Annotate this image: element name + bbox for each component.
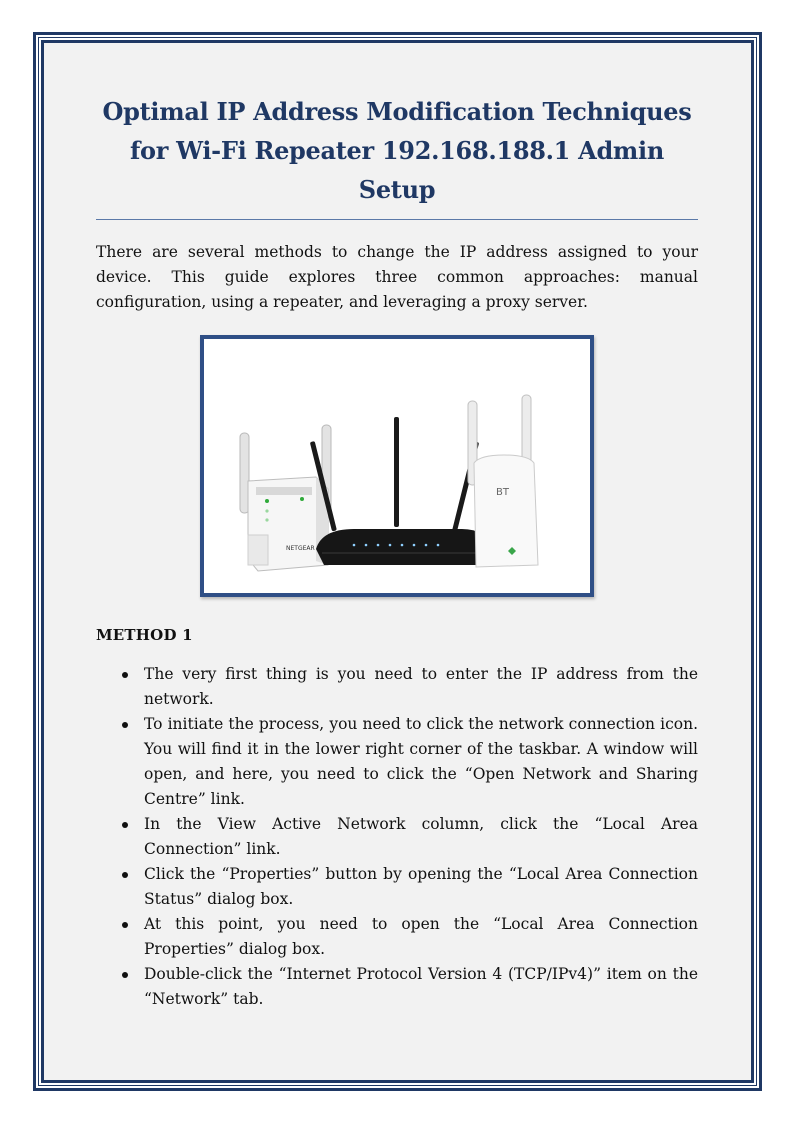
intro-paragraph: There are several methods to change the IP address assigned to your device. This guide explores three common approaches: manual configuration, using a repeater, and leveraging a proxy server.	[96, 243, 698, 311]
router-icon	[310, 417, 494, 565]
page-title: Optimal IP Address Modification Techniques for Wi-Fi Repeater 192.168.188.1 Admin Setup	[96, 92, 698, 220]
netgear-label: NETGEAR	[286, 545, 315, 552]
method-heading: METHOD 1	[96, 626, 193, 644]
method-steps-list	[96, 662, 698, 1012]
list-item: To initiate the process, you need to click the network connection icon. You will find it in the lower right corner of the taskbar. A window will open, and here, you need to click the “Open Network and Sharing Centre” link.	[144, 712, 698, 812]
document-page	[96, 92, 698, 1012]
right-extender-icon	[468, 395, 538, 567]
list-item: Double-click the “Internet Protocol Version 4 (TCP/IPv4)” item on the “Network” tab.	[144, 962, 698, 1012]
devices-illustration	[204, 339, 590, 593]
list-item: In the View Active Network column, click the “Local Area Connection” link.	[144, 812, 698, 862]
list-item: The very first thing is you need to enter the IP address from the network.	[144, 662, 698, 712]
bt-label: BT	[496, 487, 509, 498]
list-item: At this point, you need to open the “Local Area Connection Properties” dialog box.	[144, 912, 698, 962]
list-item: Click the “Properties” button by opening the “Local Area Connection Status” dialog box.	[144, 862, 698, 912]
devices-image	[200, 335, 594, 597]
